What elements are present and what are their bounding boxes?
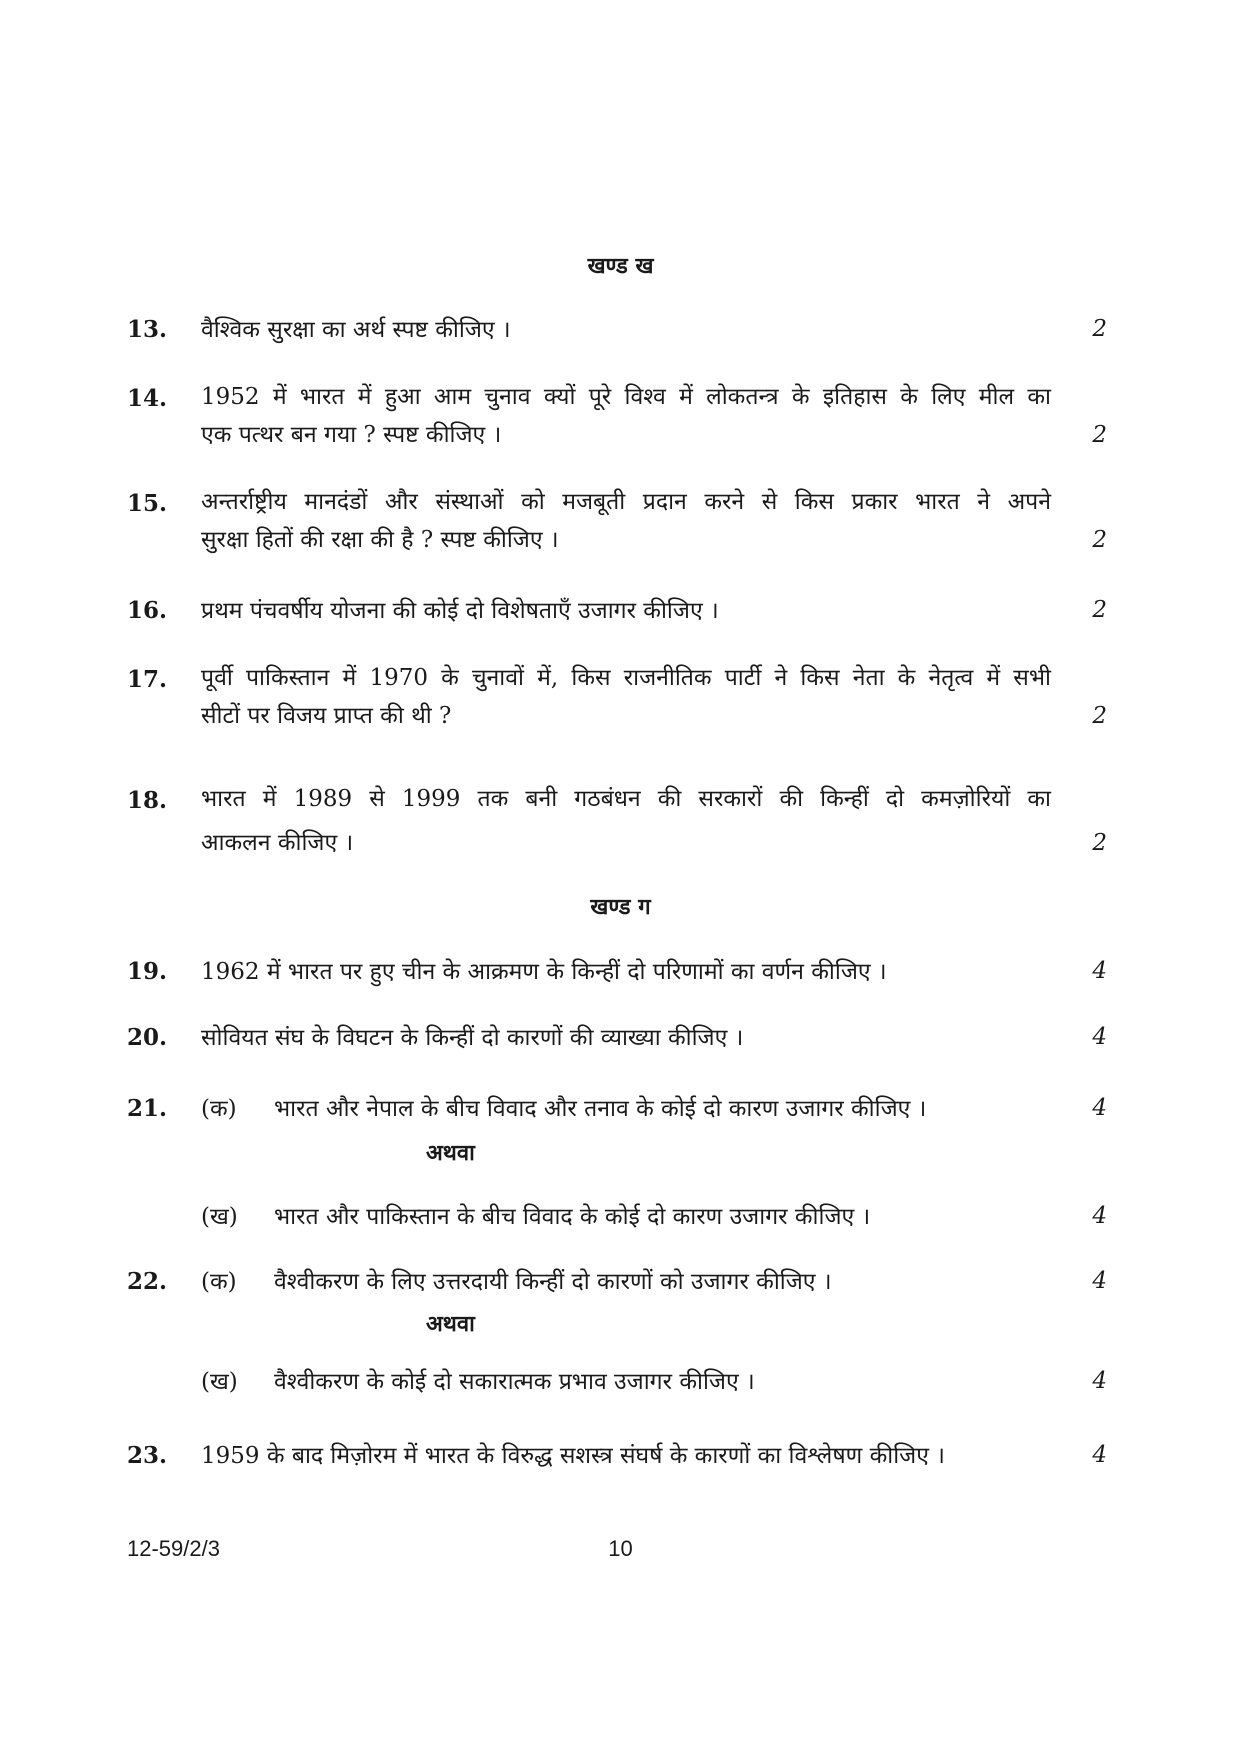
question-marks: 4 xyxy=(1092,1024,1107,1050)
option-b-text: वैश्वीकरण के कोई दो सकारात्मक प्रभाव उजागर कीजिए । xyxy=(274,1369,755,1395)
section-b-heading: खण्ड ख xyxy=(587,253,654,279)
question-text: प्रथम पंचवर्षीय योजना की कोई दो विशेषताएँ उजागर कीजिए । xyxy=(201,598,719,624)
question-number: 22. xyxy=(127,1268,168,1295)
question-number: 16. xyxy=(127,597,168,624)
question-text: वैश्विक सुरक्षा का अर्थ स्पष्ट कीजिए । xyxy=(201,317,511,343)
question-text-line-1: पूर्वी पाकिस्तान में 1970 के चुनावों में, किस राजनीतिक पार्टी ने किस नेता के नेतृत्व में सभी xyxy=(201,665,1051,691)
option-b-marks: 4 xyxy=(1092,1203,1107,1229)
question-marks: 2 xyxy=(1092,703,1107,729)
or-label: अथवा xyxy=(426,1311,475,1337)
option-b-text: भारत और पाकिस्तान के बीच विवाद के कोई दो कारण उजागर कीजिए । xyxy=(274,1204,871,1230)
question-marks: 2 xyxy=(1092,527,1107,553)
question-number: 17. xyxy=(127,666,168,693)
question-marks: 4 xyxy=(1092,958,1107,984)
question-marks: 2 xyxy=(1092,830,1107,856)
option-a-marks: 4 xyxy=(1092,1268,1107,1294)
option-b-marks: 4 xyxy=(1092,1368,1107,1394)
question-number: 14. xyxy=(127,385,168,412)
page-number: 10 xyxy=(608,1536,633,1561)
section-c-heading: खण्ड ग xyxy=(590,894,651,920)
or-label: अथवा xyxy=(426,1140,475,1166)
option-b-label: (ख) xyxy=(201,1369,238,1395)
option-a-label: (क) xyxy=(201,1269,237,1295)
question-marks: 2 xyxy=(1092,422,1107,448)
option-a-marks: 4 xyxy=(1092,1095,1107,1121)
option-a-text: वैश्वीकरण के लिए उत्तरदायी किन्हीं दो कारणों को उजागर कीजिए । xyxy=(274,1269,832,1295)
question-text-line-1: अन्तर्राष्ट्रीय मानदंडों और संस्थाओं को मजबूती प्रदान करने से किस प्रकार भारत ने अपने xyxy=(201,489,1051,515)
question-number: 21. xyxy=(127,1095,168,1122)
question-text-line-2: एक पत्थर बन गया ? स्पष्ट कीजिए । xyxy=(201,422,502,448)
question-number: 15. xyxy=(127,490,168,517)
question-number: 20. xyxy=(127,1024,168,1051)
option-a-label: (क) xyxy=(201,1096,237,1122)
question-text-line-1: भारत में 1989 से 1999 तक बनी गठबंधन की सरकारों की किन्हीं दो कमज़ोरियों का xyxy=(201,786,1051,812)
question-text: 1959 के बाद मिज़ोरम में भारत के विरुद्ध सशस्त्र संघर्ष के कारणों का विश्लेषण कीजिए । xyxy=(201,1443,945,1469)
question-text: 1962 में भारत पर हुए चीन के आक्रमण के किन्हीं दो परिणामों का वर्णन कीजिए । xyxy=(201,959,887,985)
question-text-line-1: 1952 में भारत में हुआ आम चुनाव क्यों पूरे विश्व में लोकतन्त्र के इतिहास के लिए मील का xyxy=(201,384,1051,410)
question-number: 23. xyxy=(127,1442,168,1469)
question-text-line-2: आकलन कीजिए । xyxy=(201,830,354,856)
question-marks: 4 xyxy=(1092,1442,1107,1468)
question-text: सोवियत संघ के विघटन के किन्हीं दो कारणों की व्याख्या कीजिए । xyxy=(201,1025,744,1051)
question-marks: 2 xyxy=(1092,316,1107,342)
question-number: 19. xyxy=(127,958,168,985)
question-number: 18. xyxy=(127,787,168,814)
question-text-line-2: सुरक्षा हितों की रक्षा की है ? स्पष्ट कीजिए । xyxy=(201,527,559,553)
question-text-line-2: सीटों पर विजय प्राप्त की थी ? xyxy=(201,703,452,729)
paper-code: 12-59/2/3 xyxy=(127,1536,220,1561)
question-number: 13. xyxy=(127,316,168,343)
question-marks: 2 xyxy=(1092,597,1107,623)
option-a-text: भारत और नेपाल के बीच विवाद और तनाव के कोई दो कारण उजागर कीजिए । xyxy=(274,1096,927,1122)
option-b-label: (ख) xyxy=(201,1204,238,1230)
